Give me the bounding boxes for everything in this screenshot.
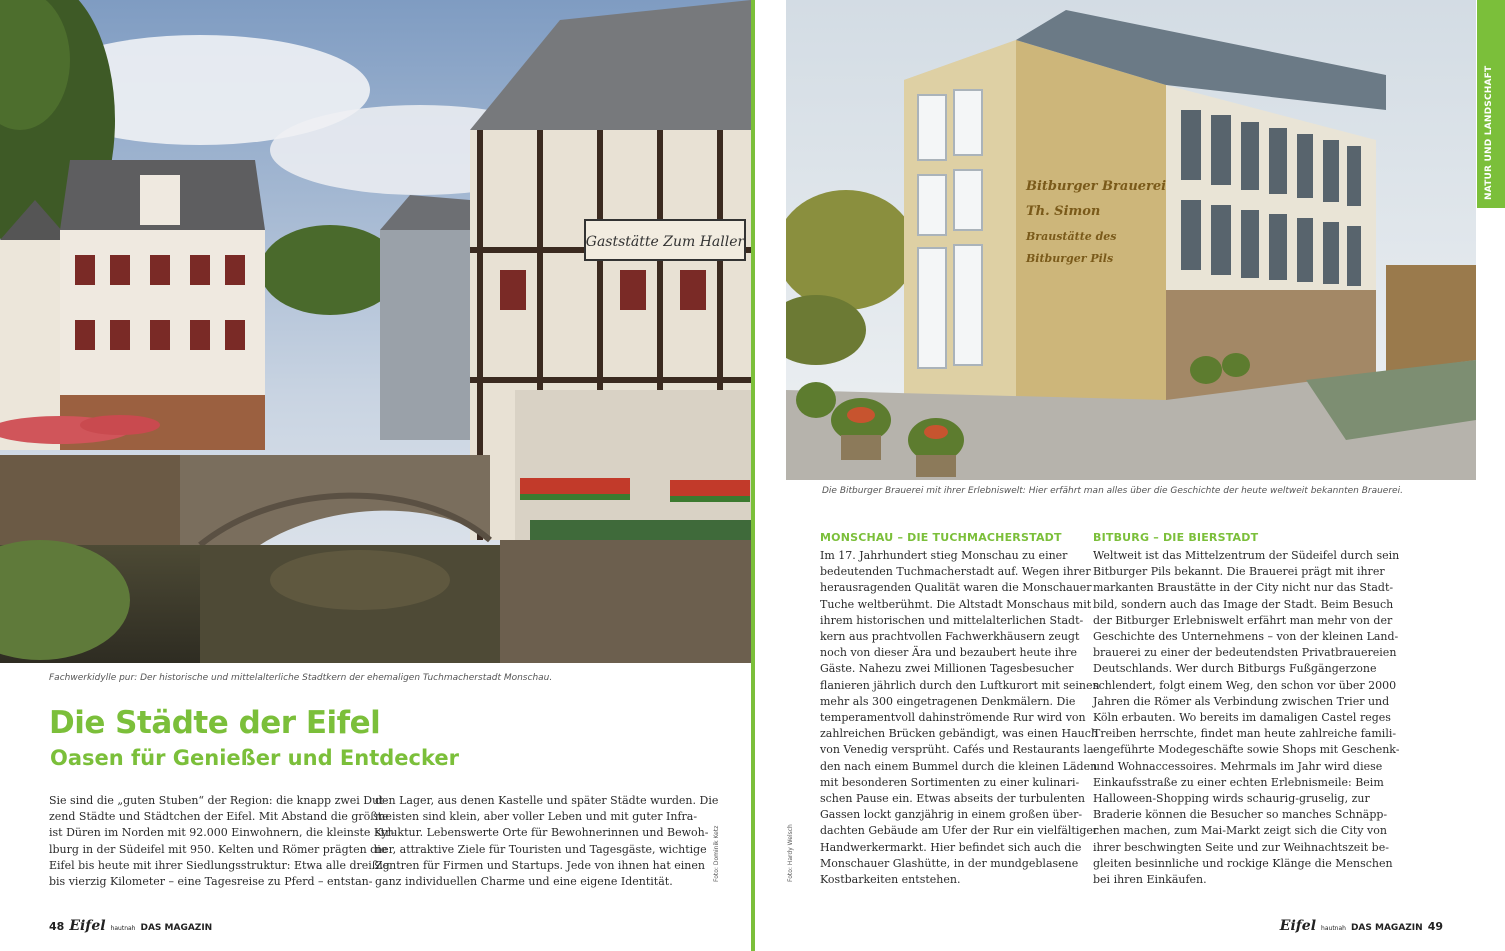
intro-column-1 [49, 793, 395, 890]
text-line: der Bitburger Erlebniswelt erfährt man mehr von der [1093, 613, 1393, 627]
text-line: Geschichte des Unternehmens – von der kleinen Land- [1093, 630, 1399, 644]
text-line: dachten Gebäude am Ufer der Rur ein vielfältiger [820, 824, 1099, 838]
text-line: von Venedig versprüht. Cafés und Restaurants la- [820, 743, 1098, 757]
text-line: Jahren die Römer als Verbindung zwischen Trier und [1093, 694, 1390, 708]
text-line: Weltweit ist das Mittelzentrum der Südeifel durch sein [1093, 549, 1400, 562]
text-line: Braderie können die Besucher so manches Schnäpp- [1093, 808, 1388, 822]
text-line: zend Städte und Städtchen der Eifel. Mit Abstand die größte [49, 810, 389, 824]
magazine-title: DAS MAGAZIN [140, 923, 213, 933]
text-line: Kostbarkeiten entstehen. [820, 873, 961, 887]
text-line: noch von dieser Ära und bezaubert heute ihre [820, 646, 1078, 660]
text-line: bis vierzig Kilometer – eine Tagesreise zu Pferd – entstan- [49, 875, 373, 889]
text-line: mit besonderen Sortimenten zu einer kulinari- [820, 775, 1080, 789]
text-line: bedeutenden Tuchmacherstadt auf. Wegen ihrer [820, 565, 1091, 579]
magazine-logo: Eifel [69, 918, 106, 934]
text-line: engeführte Modegeschäfte sowie Shops mit Geschenk- [1093, 743, 1400, 757]
page-gutter [751, 0, 755, 951]
page-number: 48 [49, 920, 65, 933]
text-line: und Wohnaccessoires. Mehrmals im Jahr wird diese [1093, 759, 1383, 773]
text-line: flanieren jährlich durch den Luftkurort mit seinen [820, 678, 1100, 692]
magazine-logo-sub: hautnah [1321, 925, 1346, 932]
text-line: gleiten besinnliche und rockige Klänge die Menschen [1093, 856, 1393, 870]
text-line: ist Düren im Norden mit 92.000 Einwohnern, die kleinste Kyl- [49, 826, 395, 840]
photo-caption-bitburg: Die Bitburger Brauerei mit ihrer Erlebniswelt: Hier erfährt man alles über die Geschichte der heute weltweit bekannten Brauerei. [822, 486, 1403, 496]
footer-right [1280, 918, 1443, 934]
magazine-title: DAS MAGAZIN [1350, 923, 1423, 933]
text-line: brauerei zu einer der bedeutendsten Privatbrauereien [1093, 646, 1397, 660]
text-line: Monschauer Glashütte, in der mundgeblasene [820, 856, 1079, 870]
text-line: Zentren für Firmen und Startups. Jede von ihnen hat einen [375, 858, 705, 872]
text-line: Gäste. Nahezu zwei Millionen Tagesbesucher [820, 662, 1074, 676]
footer-left [49, 918, 212, 934]
text-line: bei ihren Einkäufen. [1093, 873, 1207, 887]
text-line: Deutschlands. Wer durch Bitburgs Fußgängerzone [1093, 662, 1377, 676]
text-line: Sie sind die „guten Stuben“ der Region: die knapp zwei Dut- [49, 794, 388, 807]
text-line: Treiben herrschte, findet man heute zahlreiche famili- [1093, 727, 1397, 741]
photo-caption: Fachwerkidylle pur: Der historische und mittelalterliche Stadtkern der ehemaligen Tuchmacherstadt Monschau. [49, 673, 553, 683]
page-number: 49 [1427, 920, 1443, 933]
text-line: Handwerkermarkt. Hier befindet sich auch die [820, 840, 1082, 854]
photo-credit-bitburg: Foto: Hardy Welsch [787, 824, 794, 882]
building-sign-line1: Bitburger Brauerei [1026, 179, 1167, 194]
text-line: Halloween-Shopping wirds schaurig-gruselig, zur [1093, 792, 1370, 806]
text-line: kern aus prachtvollen Fachwerkhäusern zeugt [820, 630, 1080, 644]
text-line: Eifel bis heute mit ihrer Siedlungsstruktur: Etwa alle dreißig [49, 858, 390, 872]
section-body-bitburg [1093, 548, 1400, 888]
subheadline: Oasen für Genießer und Entdecker [50, 746, 459, 770]
text-line: ganz individuellen Charme und eine eigene Identität. [375, 875, 673, 889]
text-line: meisten sind klein, aber voller Leben und mit guter Infra- [375, 810, 698, 824]
text-line: zahlreichen Brücken gebändigt, was einen Hauch [820, 727, 1098, 741]
building-sign-line4: Bitburger Pils [1026, 252, 1114, 265]
text-line: Bitburger Pils bekannt. Die Brauerei prägt mit ihrer [1093, 565, 1385, 579]
text-line: lburg in der Südeifel mit 950. Kelten und Römer prägten die [49, 842, 388, 856]
photo-sign-text: Gaststätte Zum Haller [585, 234, 745, 250]
text-line: ihrem historischen und mittelalterlichen Stadt- [820, 613, 1084, 627]
photo-credit: Foto: Dominik Ketz [713, 825, 720, 882]
text-line: markanten Braustätte in der City nicht nur das Stadt- [1093, 581, 1394, 595]
text-line: den Lager, aus denen Kastelle und später Städte wurden. Die [375, 794, 719, 807]
text-line: Gassen lockt ganzjährig in einem großen über- [820, 808, 1083, 822]
magazine-logo-sub: hautnah [110, 925, 136, 932]
text-line: Einkaufsstraße zu einer echten Erlebnismeile: Beim [1093, 775, 1384, 789]
text-line: Tuche weltberühmt. Die Altstadt Monschaus mit [820, 597, 1092, 611]
section-side-tab-label: NATUR UND LANDSCHAFT [1484, 65, 1494, 200]
text-line: schen Pause ein. Etwas abseits der turbulenten [820, 792, 1086, 806]
building-sign-line2: Th. Simon [1026, 204, 1101, 219]
text-line: ihrer beschwingten Seite und zur Weihnachtszeit be- [1093, 840, 1389, 854]
text-line: herausragenden Qualität waren die Monschauer [820, 581, 1092, 595]
text-line: den nach einem Bummel durch die kleinen Läden [820, 759, 1098, 773]
text-line: schlendert, folgt einem Weg, den schon vor über 2000 [1093, 678, 1397, 692]
section-body-monschau [820, 548, 1100, 888]
text-line: chen machen, zum Mai-Markt zeigt sich die City von [1093, 824, 1387, 838]
page-left [0, 0, 752, 951]
building-sign-line3: Braustätte des [1026, 230, 1117, 243]
text-line: Im 17. Jahrhundert stieg Monschau zu einer [820, 549, 1068, 562]
section-title-monschau: MONSCHAU – DIE TUCHMACHERSTADT [820, 531, 1062, 544]
photo-monschau [0, 0, 751, 663]
text-line: mehr als 300 eingetragenen Denkmälern. Die [820, 694, 1076, 708]
text-line: ner, attraktive Ziele für Touristen und Tagesgäste, wichtige [375, 842, 707, 856]
text-line: temperamentvoll dahinströmende Rur wird von [820, 711, 1086, 725]
text-line: struktur. Lebenswerte Orte für Bewohnerinnen und Bewoh- [375, 826, 709, 840]
text-line: bild, sondern auch das Image der Stadt. Beim Besuch [1093, 597, 1394, 611]
section-title-bitburg: BITBURG – DIE BIERSTADT [1093, 531, 1259, 544]
photo-bitburg [786, 0, 1476, 480]
headline: Die Städte der Eifel [49, 705, 381, 741]
magazine-logo: Eifel [1279, 918, 1317, 934]
text-line: Köln erbauten. Wo bereits im damaligen Castel reges [1093, 711, 1391, 725]
